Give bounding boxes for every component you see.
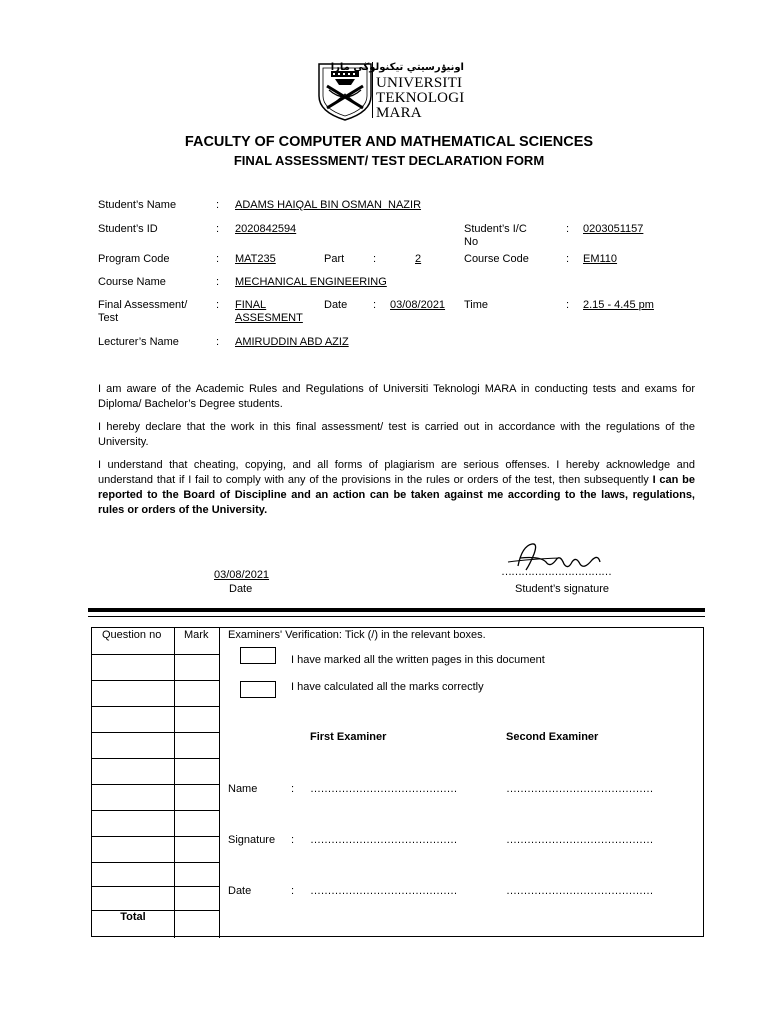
grid-row-divider bbox=[92, 758, 220, 759]
colon: : bbox=[566, 299, 570, 311]
arabic-name: اونيۏرسيتي تيكنولوڬي مارا bbox=[330, 62, 464, 73]
declaration-paragraph-2: I hereby declare that the work in this final assessment/ test is carried out in accordance with the regulations of the University. bbox=[98, 421, 695, 448]
grid-row-divider bbox=[92, 732, 220, 733]
final-assessment-label bbox=[98, 299, 187, 325]
lecturer-value: AMIRUDDIN ABD AZIZ bbox=[235, 336, 349, 348]
colon: : bbox=[216, 223, 220, 235]
declaration-paragraph-1: I am aware of the Academic Rules and Regulations of Universiti Teknologi MARA in conducting tests and exams for Diploma/ Bachelor’s Degree students. bbox=[98, 383, 695, 410]
colon: : bbox=[216, 299, 220, 311]
time-value: 2.15 - 4.45 pm bbox=[583, 299, 654, 311]
calculated-marks-label: I have calculated all the marks correctly bbox=[291, 681, 484, 693]
grid-row-divider bbox=[92, 680, 220, 681]
date-value: 03/08/2021 bbox=[390, 299, 446, 311]
colon: : bbox=[566, 223, 570, 235]
colon: : bbox=[566, 253, 570, 265]
final-assessment-value-line-1: FINAL bbox=[235, 299, 267, 311]
final-assessment-value-line-2: ASSESMENT bbox=[235, 312, 303, 324]
examiner-signature-label: Signature bbox=[228, 834, 276, 846]
student-id-value: 2020842594 bbox=[235, 223, 297, 235]
time-label: Time bbox=[464, 299, 489, 311]
university-name bbox=[376, 76, 464, 121]
colon: : bbox=[291, 783, 295, 795]
student-name-label: Student’s Name bbox=[98, 199, 177, 211]
colon: : bbox=[216, 253, 220, 265]
mark-header: Mark bbox=[184, 629, 209, 641]
course-code-label: Course Code bbox=[464, 253, 529, 265]
colon: : bbox=[373, 299, 377, 311]
faculty-title: FACULTY OF COMPUTER AND MATHEMATICAL SCIENCES bbox=[184, 134, 594, 150]
grid-row-divider bbox=[92, 886, 220, 887]
colon: : bbox=[216, 199, 220, 211]
first-examiner-signature-line[interactable]: …………………………………… bbox=[310, 834, 457, 846]
colon: : bbox=[373, 253, 377, 265]
course-name-label: Course Name bbox=[98, 276, 166, 288]
grid-row-divider bbox=[92, 810, 220, 811]
course-name-value: MECHANICAL ENGINEERING bbox=[235, 276, 387, 288]
student-name-value: ADAMS HAIQAL BIN OSMAN NAZIR bbox=[235, 199, 422, 211]
examiner-header: Examiners' Verification: Tick (/) in the relevant boxes. bbox=[228, 629, 486, 641]
date-label: Date bbox=[324, 299, 348, 311]
signoff-date-label: Date bbox=[229, 583, 253, 595]
first-examiner-name-line[interactable]: …………………………………… bbox=[310, 783, 457, 795]
declaration-paragraph-3-normal: I understand that cheating, copying, and all forms of plagiarism are serious offenses. I hereby acknowledge and understand that if I fail to comply with any of the provisions in the rules or orders of the test, then subsequently bbox=[98, 459, 695, 486]
form-title: FINAL ASSESSMENT/ TEST DECLARATION FORM bbox=[233, 153, 545, 168]
program-code-label: Program Code bbox=[98, 253, 170, 265]
grid-column-divider bbox=[219, 628, 220, 938]
ic-label bbox=[464, 223, 527, 249]
ic-label-line-1: Student’s I/C bbox=[464, 223, 527, 235]
examiner-verification-table bbox=[91, 627, 704, 937]
university-name-line-2: TEKNOLOGI bbox=[376, 90, 465, 106]
total-label: Total bbox=[120, 911, 146, 923]
grid-column-divider bbox=[174, 628, 175, 938]
grid-row-divider bbox=[92, 836, 220, 837]
question-no-header: Question no bbox=[102, 629, 162, 641]
program-code-value: MAT235 bbox=[235, 253, 276, 265]
colon: : bbox=[291, 834, 295, 846]
first-examiner-date-line[interactable]: …………………………………… bbox=[310, 885, 457, 897]
grid-row-divider bbox=[92, 706, 220, 707]
second-examiner-header: Second Examiner bbox=[506, 731, 599, 743]
declaration-paragraph-3-bold: I can be reported to the Board of Discipline and an action can be taken against me according to the laws, regulations, rules or orders of the University. bbox=[98, 474, 695, 516]
colon: : bbox=[216, 336, 220, 348]
course-code-value: EM110 bbox=[583, 253, 618, 265]
grid-row-divider bbox=[92, 784, 220, 785]
marked-pages-label: I have marked all the written pages in this document bbox=[291, 654, 545, 666]
part-value: 2 bbox=[415, 253, 422, 265]
university-name-line-3: MARA bbox=[376, 105, 422, 121]
second-examiner-date-line[interactable]: …………………………………… bbox=[506, 885, 653, 897]
lecturer-label: Lecturer’s Name bbox=[98, 336, 179, 348]
separator-thick bbox=[88, 608, 705, 612]
grid-row-divider bbox=[92, 862, 220, 863]
examiner-date-label: Date bbox=[228, 885, 252, 897]
separator-thin bbox=[88, 616, 705, 617]
signature-label: Student’s signature bbox=[515, 583, 609, 595]
student-id-label: Student’s ID bbox=[98, 223, 158, 235]
colon: : bbox=[291, 885, 295, 897]
calculated-marks-checkbox[interactable] bbox=[240, 681, 276, 698]
second-examiner-signature-line[interactable]: …………………………………… bbox=[506, 834, 653, 846]
second-examiner-name-line[interactable]: …………………………………… bbox=[506, 783, 653, 795]
colon: : bbox=[216, 276, 220, 288]
final-assessment-label-line-1: Final Assessment/ bbox=[98, 299, 188, 311]
signoff-date-value: 03/08/2021 bbox=[214, 569, 270, 581]
first-examiner-header: First Examiner bbox=[310, 731, 387, 743]
declaration-paragraph-3 bbox=[98, 458, 695, 518]
grid-row-divider bbox=[92, 654, 220, 655]
part-label: Part bbox=[324, 253, 345, 265]
examiner-name-label: Name bbox=[228, 783, 258, 795]
final-assessment-label-line-2: Test bbox=[98, 312, 119, 324]
ic-value: 0203051157 bbox=[583, 223, 644, 235]
university-name-line-1: UNIVERSITI bbox=[376, 75, 463, 91]
ic-label-line-2: No bbox=[464, 236, 479, 248]
final-assessment-value bbox=[235, 299, 303, 325]
marked-pages-checkbox[interactable] bbox=[240, 647, 276, 664]
signature-dots: …………………………… bbox=[501, 566, 611, 578]
